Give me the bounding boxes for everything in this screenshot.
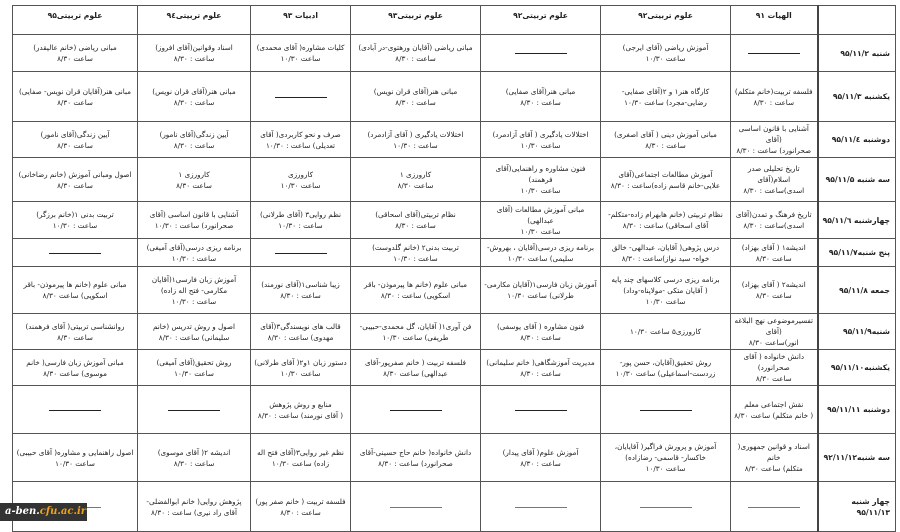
- course-detail: ساعت : ۸/۳۰: [280, 507, 321, 517]
- course-cell: [601, 267, 731, 314]
- course-detail: اسدی)ساعت : ۸/۳۰: [743, 221, 805, 230]
- course-detail: ساعت ۸/۳۰: [755, 253, 792, 263]
- course-title: مبانی علوم (خانم ها پیرموذن- باقر: [23, 280, 127, 289]
- course-title: روانشناسی تربیتی( آقای فرهمند): [25, 321, 125, 331]
- course-detail: زاده) ساعت ۱۰/۳۰: [271, 458, 330, 468]
- course-cell: [351, 35, 481, 72]
- course-cell: [351, 267, 481, 314]
- header-class-column: علوم تربیتی۹٤: [138, 6, 251, 35]
- course-cell: [481, 314, 601, 350]
- course-title: دانش خانواده ( آقای صحرانورد): [743, 352, 805, 372]
- course-title: منابع و روش پژوهش: [269, 399, 332, 409]
- course-title: کارورزی۵ ساعت ۱۰/۳۰: [629, 327, 701, 336]
- watermark-prefix: a-ben.: [5, 506, 40, 517]
- course-title: دستور زبان ۱و۲( آقای طرلانی): [254, 357, 347, 367]
- course-detail: ساعت ۱۰/۳۰: [280, 368, 321, 378]
- day-date-cell: دوشنبه ۹۵/۱۱/٤: [818, 122, 896, 158]
- course-title: برنامه ریزی درسی کلاسهای چند پایه: [611, 274, 720, 284]
- course-cell: [13, 35, 138, 72]
- course-title: اصول ومبانی آموزش (خانم رضاخانی): [18, 169, 132, 179]
- course-title: آیین زندگی(آقای نامور): [159, 129, 229, 139]
- course-title: کارورزی: [287, 169, 314, 179]
- day-date-cell: شنبه ۹۵/۱۱/۲: [818, 35, 896, 72]
- course-detail: ساعت ۱۰/۳۰: [645, 464, 686, 473]
- course-cell: [351, 314, 481, 350]
- course-title: مبانی ریاضی (آقایان ورهتوی-در آبادی): [358, 43, 473, 52]
- course-detail: ساعت : ۸/۳۰: [173, 97, 215, 107]
- course-cell: [351, 72, 481, 122]
- course-title: نقش اجتماعی معلم: [744, 399, 804, 409]
- schedule-row: [13, 482, 896, 532]
- course-detail: ساعت : ۸/۳۰: [520, 97, 561, 107]
- course-detail: مهدوی) ساعت : ۸/۳۰: [267, 332, 334, 342]
- schedule-row: [13, 434, 896, 482]
- course-title: اسناد و قوانین جمهوری( خانم: [737, 442, 810, 462]
- course-detail: ساعت : ۸/۳۰: [753, 97, 795, 107]
- header-class-column: علوم تربیتی۹۲: [601, 6, 731, 35]
- course-cell: [251, 267, 351, 314]
- day-date-cell: جمعه ۹۵/۱۱/۸: [818, 267, 896, 314]
- course-cell: [251, 158, 351, 202]
- course-detail: ساعت : ۸/۳۰: [280, 291, 321, 300]
- course-cell: [251, 482, 351, 532]
- course-detail: ساعت ۸/۳۰: [755, 374, 792, 383]
- course-title: فلسفه تربیت(خانم متکلم): [734, 86, 813, 96]
- course-detail: خواه- سید نواز)ساعت : ۸/۳۰: [621, 253, 710, 263]
- no-exam-dash: [168, 410, 220, 411]
- course-cell: [351, 434, 481, 482]
- course-detail: ساعت ۸/۳۰: [57, 54, 93, 63]
- course-detail: ( خانم متکلم) ساعت ۸/۳۰: [734, 410, 814, 420]
- header-class-column: علوم تربیتی۹۳: [351, 6, 481, 35]
- course-cell: [351, 122, 481, 158]
- course-cell: [251, 386, 351, 434]
- course-cell: [601, 350, 731, 386]
- course-detail: ساعت : ۱۰/۳۰: [278, 221, 323, 230]
- course-title: آموزش ریاضی (آقای ایرجی): [622, 43, 709, 52]
- course-detail: ( آقایان متکی -مولاپناه-وداد): [623, 285, 708, 295]
- course-title: اصول و روش تدریس (خانم: [153, 321, 235, 331]
- course-cell: [251, 314, 351, 350]
- course-title: قالب های نویسندگی۳(آقای: [260, 321, 341, 331]
- schedule-row: [13, 314, 896, 350]
- course-detail: ساعت ۱۰/۳۰: [645, 54, 686, 63]
- course-title: اسناد وقوانین(آقای افروز): [155, 43, 233, 52]
- schedule-row: [13, 386, 896, 434]
- course-title: تربیت بدنی ۱(خانم برزگر): [36, 210, 114, 219]
- course-title: آشنایی با قانون اساسی (آقای: [738, 124, 809, 144]
- course-cell: [13, 267, 138, 314]
- course-title: پژوهش روایی( خانم ابوالفضلی-: [146, 496, 242, 506]
- course-title: تفسیرموضوعی نهج البلاغه (آقای: [734, 316, 814, 336]
- course-detail: ساعت : ۸/۳۰: [173, 458, 215, 468]
- course-title: مبانی آموزش دینی ( آقای اصغری): [614, 129, 717, 139]
- day-date-cell: سه شنبه ۹۵/۱۱/۵: [818, 158, 896, 202]
- course-detail: ساعت : ۸/۳۰: [395, 97, 436, 107]
- no-exam-dash: [640, 507, 692, 508]
- course-cell: [251, 35, 351, 72]
- course-detail: طرلانی) ساعت ۱۰/۳۰: [507, 291, 574, 300]
- course-cell: [138, 35, 251, 72]
- course-detail: ساعت : ۸/۳۰: [645, 140, 686, 150]
- course-cell: [138, 202, 251, 239]
- course-detail: خاکسار- قاسمی- رضازاده): [625, 453, 706, 462]
- no-exam-dash: [275, 253, 327, 254]
- no-exam-dash: [515, 410, 567, 411]
- course-detail: طریفی) ساعت ۱۰/۳۰: [382, 332, 449, 342]
- course-detail: تعدیلی) ساعت : ۱۰/۳۰: [265, 140, 336, 150]
- course-detail: ساعت : ۱۰/۳۰: [393, 253, 438, 263]
- course-detail: ساعت : ۱۰/۳۰: [171, 253, 217, 263]
- no-exam-dash: [275, 97, 327, 98]
- course-title: اختلالات یادگیری ( آقای آزادمرد): [492, 129, 589, 139]
- course-detail: ساعت : ۸/۳۰: [520, 368, 561, 378]
- course-cell: [251, 350, 351, 386]
- course-title: آشنایی با قانون اساسی (آقای: [149, 210, 239, 219]
- course-title: تربیت بدنی۲ (خانم گلدوست): [372, 242, 459, 252]
- no-exam-dash: [748, 53, 800, 54]
- header-class-column: علوم تربیتی۹۵: [13, 6, 138, 35]
- course-detail: صحرانورد) ساعت : ۸/۳۰: [736, 146, 812, 155]
- course-cell: [601, 202, 731, 239]
- course-cell: [138, 239, 251, 267]
- course-title: مبانی علوم (خانم ها پیرموذن- باقر: [363, 280, 468, 289]
- no-exam-dash: [515, 507, 567, 508]
- course-title: تاریخ تحلیلی صدر اسلام(آقای: [747, 164, 800, 184]
- course-detail: ساعت ۱۰/۳۰: [520, 186, 561, 195]
- no-exam-dash: [748, 507, 800, 508]
- course-detail: ساعت ۱۰/۳۰: [645, 296, 686, 306]
- course-cell: [251, 434, 351, 482]
- site-watermark: [0, 503, 87, 521]
- course-title: دانش خانواده( خانم حاج حسینی-آقای: [359, 447, 472, 457]
- course-title: آموزش زبان فارسی۱(آقایان مکارمی-: [484, 280, 597, 289]
- course-cell: [138, 122, 251, 158]
- course-detail: ساعت ۸/۳۰: [755, 291, 792, 300]
- course-cell: [138, 72, 251, 122]
- course-cell: [731, 434, 818, 482]
- course-title: اندیشه ۲( آقای موسوی): [157, 447, 231, 457]
- header-row: [13, 6, 896, 35]
- course-cell: [13, 72, 138, 122]
- course-detail: ساعت : ۸/۳۰: [520, 458, 561, 468]
- course-detail: اسکویی) ساعت ۸/۳۰: [42, 291, 108, 300]
- course-cell: [731, 72, 818, 122]
- course-detail: سلیمی) ساعت ۱۰/۳۰: [507, 253, 574, 263]
- course-cell: [481, 72, 601, 122]
- course-cell: [601, 239, 731, 267]
- empty-slot-cell: [601, 386, 731, 434]
- course-cell: [481, 350, 601, 386]
- course-cell: [13, 314, 138, 350]
- course-detail: ساعت ۸/۳۰: [397, 180, 434, 190]
- no-exam-dash: [515, 53, 567, 54]
- course-detail: ساعت ۱۰/۳۰: [280, 54, 321, 63]
- course-cell: [731, 158, 818, 202]
- schedule-row: [13, 239, 896, 267]
- course-title: برنامه ریزی درسی(آقای آمیغی): [146, 242, 242, 252]
- course-title: روش تحقیق(آقای آمیغی): [156, 357, 232, 367]
- course-title: فلسفه تربیت ( خانم صفرپور-آقای: [364, 357, 466, 367]
- course-detail: سلیمانی) ساعت : ۸/۳۰: [158, 332, 230, 342]
- empty-slot-cell: [731, 482, 818, 532]
- course-title: اختلالات یادگیری ( آقای آزادمرد): [367, 129, 464, 139]
- day-date-cell: یکشنبه ۹۵/۱۱/۳: [818, 72, 896, 122]
- course-detail: ساعت ۸/۳۰: [57, 140, 93, 150]
- schedule-row: [13, 72, 896, 122]
- course-detail: اسدی)ساعت : ۸/۳۰: [743, 186, 805, 195]
- course-detail: موسوی) ساعت ۸/۳۰: [43, 368, 107, 378]
- course-cell: [351, 239, 481, 267]
- course-detail: آقای راد نیری) ساعت : ۸/۳۰: [151, 507, 237, 517]
- course-title: آموزش مطالعات اجتماعی(آقای: [618, 169, 713, 179]
- course-title: مدیریت آموزشگاهی( خانم سلیمانی): [486, 357, 595, 367]
- no-exam-dash: [390, 410, 442, 411]
- course-cell: [251, 122, 351, 158]
- course-detail: ساعت : ۸/۳۰: [173, 140, 215, 150]
- exam-schedule-table: [12, 5, 896, 532]
- course-title: اندیشه۱ ( آقای بهزاد): [741, 242, 806, 252]
- course-cell: [481, 202, 601, 239]
- course-title: مبانی ریاضی (خانم عالیقدر): [33, 43, 117, 52]
- course-title: نظم روایی۳ (آقای طرلانی): [260, 210, 341, 219]
- header-day-column: [818, 6, 896, 35]
- course-detail: مکارمی- فتح اله زاده): [160, 285, 228, 295]
- course-cell: [351, 202, 481, 239]
- course-detail: ساعت : ۸/۳۰: [173, 54, 215, 63]
- course-detail: انور)ساعت ۸/۳۰: [748, 338, 799, 347]
- course-detail: ساعت : ۸/۳۰: [395, 54, 436, 63]
- empty-slot-cell: [13, 239, 138, 267]
- day-date-cell: چهارشنبه ۹۵/۱۱/٦: [818, 202, 896, 239]
- day-date-cell: شنبه۹۵/۱۱/۹: [818, 314, 896, 350]
- empty-slot-cell: [601, 482, 731, 532]
- course-title: کارگاه هنر۱ و ۲(آقای صفایی-: [621, 86, 710, 96]
- empty-slot-cell: [481, 35, 601, 72]
- course-cell: [13, 158, 138, 202]
- course-cell: [481, 122, 601, 158]
- course-detail: ساعت : ۱۰/۳۰: [393, 140, 438, 150]
- course-title: درس پژوهی( آقایان، عبدالهی- خالق: [611, 242, 720, 252]
- course-cell: [731, 314, 818, 350]
- course-detail: صحرانورد) ساعت : ۱۰/۳۰: [154, 221, 234, 230]
- course-cell: [731, 386, 818, 434]
- header-class-column: علوم تربیتی۹۲: [481, 6, 601, 35]
- course-title: مبانی هنر(آقای قران نویس): [152, 86, 236, 96]
- course-title: فنون مشاوره ( آقای یوسفی): [496, 321, 585, 331]
- no-exam-dash: [390, 507, 442, 508]
- course-title: مبانی هنر(آقایان قران نویس- صفایی): [18, 86, 132, 96]
- course-cell: [731, 202, 818, 239]
- course-detail: ساعت ۱۰/۳۰: [174, 368, 214, 378]
- course-cell: [351, 350, 481, 386]
- schedule-row: [13, 122, 896, 158]
- course-detail: ساعت ۸/۳۰: [57, 180, 93, 190]
- empty-slot-cell: [351, 386, 481, 434]
- day-date-cell: دوشنبه ۹۵/۱۱/۱۱: [818, 386, 896, 434]
- course-cell: [138, 158, 251, 202]
- schedule-row: [13, 267, 896, 314]
- course-title: نظام تربیتی (خانم هابهرام زاده-متکلم-: [608, 210, 723, 219]
- schedule-row: [13, 158, 896, 202]
- course-cell: [13, 350, 138, 386]
- empty-slot-cell: [481, 482, 601, 532]
- course-detail: آقای اسحاقی) ساعت : ۸/۳۰: [622, 221, 709, 230]
- course-detail: ساعت ۱۰/۳۰: [520, 226, 561, 236]
- course-cell: [601, 122, 731, 158]
- course-cell: [731, 122, 818, 158]
- course-title: مبانی آموزش مطالعات (آقای عبدالهی): [496, 204, 585, 225]
- course-title: برنامه ریزی درسی(آقایان ، بهروش-: [486, 242, 595, 252]
- no-exam-dash: [49, 410, 101, 411]
- course-detail: ساعت ۱۰/۳۰: [520, 140, 561, 150]
- day-date-cell: پنج شنبه۹۵/۱۱/۷: [818, 239, 896, 267]
- course-cell: [351, 158, 481, 202]
- course-cell: [13, 202, 138, 239]
- course-title: آموزش زبان فارسی۱(آقایان: [151, 274, 237, 284]
- watermark-domain: cfu.ac.ir: [39, 506, 87, 517]
- no-exam-dash: [49, 253, 101, 254]
- course-detail: ساعت ۸/۳۰: [57, 97, 93, 107]
- course-cell: [731, 239, 818, 267]
- course-detail: اسکویی) ساعت : ۸/۳۰: [380, 291, 451, 300]
- course-detail: ساعت : ۸/۳۰: [520, 332, 561, 342]
- course-detail: ساعت ۱۰/۳۰: [280, 180, 321, 190]
- course-title: نظام تربیتی(آقای اسحاقی): [375, 210, 456, 219]
- course-cell: [138, 267, 251, 314]
- day-date-cell: سه شنبه۹۲/۱۱/۱۲: [818, 434, 896, 482]
- empty-slot-cell: [138, 386, 251, 434]
- schedule-row: [13, 202, 896, 239]
- course-detail: ساعت ۸/۳۰: [176, 180, 212, 190]
- course-title: کارورزی ۱: [178, 169, 210, 179]
- course-cell: [13, 122, 138, 158]
- schedule-row: [13, 35, 896, 72]
- header-class-column: الهیات ۹۱: [731, 6, 818, 35]
- no-exam-dash: [640, 410, 692, 411]
- course-cell: [13, 434, 138, 482]
- course-title: آموزش علوم( آقای پیدار): [502, 447, 579, 457]
- course-title: تاریخ فرهنگ و تمدن(آقای: [735, 210, 812, 219]
- schedule-row: [13, 350, 896, 386]
- empty-slot-cell: [351, 482, 481, 532]
- course-cell: [731, 350, 818, 386]
- course-cell: [601, 35, 731, 72]
- course-title: کارورزی ۱: [399, 169, 432, 179]
- course-cell: [601, 72, 731, 122]
- course-title: آیین زندگی(آقای نامور): [40, 129, 110, 139]
- course-title: صرف و نحو کاربردی( آقای: [260, 129, 341, 139]
- course-title: فنون مشاوره و راهنمایی(آقای فرهمند): [495, 164, 586, 184]
- header-class-column: ادبیات ۹۳: [251, 6, 351, 35]
- empty-slot-cell: [13, 386, 138, 434]
- course-detail: رضایی-مجرد) ساعت ۱۰/۳۰: [624, 97, 707, 107]
- course-cell: [601, 314, 731, 350]
- course-cell: [601, 434, 731, 482]
- course-cell: [481, 158, 601, 202]
- course-title: اصول راهنمایی و مشاوره( آقای حبیبی): [16, 447, 134, 457]
- empty-slot-cell: [731, 35, 818, 72]
- course-title: زیبا شناسی۱(آقای نورمند): [261, 280, 340, 289]
- course-title: فلسفه تربیت ( خانم صفر پور): [255, 496, 346, 506]
- course-title: کلیات مشاوره( آقای محمدی): [256, 43, 345, 52]
- course-detail: ساعت ۱۰/۳۰: [55, 458, 95, 468]
- empty-slot-cell: [251, 72, 351, 122]
- day-date-cell: یکشنبه۹۵/۱۱/۱۰: [818, 350, 896, 386]
- course-cell: [731, 267, 818, 314]
- course-cell: [601, 158, 731, 202]
- course-cell: [138, 314, 251, 350]
- course-title: نظم غیر روایی۳(آقای فتح اله: [257, 447, 344, 457]
- day-date-cell: چهار شنبه ۹۵/۱۱/۱۳: [818, 482, 896, 532]
- course-cell: [138, 434, 251, 482]
- course-cell: [481, 239, 601, 267]
- course-detail: ساعت : ۸/۳۰: [395, 221, 436, 230]
- course-cell: [481, 434, 601, 482]
- empty-slot-cell: [251, 239, 351, 267]
- empty-slot-cell: [481, 386, 601, 434]
- course-title: فن آوری۱( آقایان، گل محمدی-حبیبی-: [359, 321, 472, 331]
- course-detail: صحرانورد) ساعت : ۸/۳۰: [378, 458, 453, 468]
- course-detail: ساعت : ۱۰/۳۰: [171, 296, 217, 306]
- course-detail: زردست-اسماعیلی) ساعت ۱۰/۳۰: [615, 368, 716, 378]
- course-title: روش تحقیق(آقایان، حسن پور-: [619, 357, 712, 367]
- course-detail: متکلم) ساعت ۸/۳۰: [744, 464, 803, 473]
- course-detail: ( آقای نورمند) ساعت : ۸/۳۰: [257, 410, 344, 420]
- course-cell: [138, 350, 251, 386]
- course-detail: ساعت : ۱۰/۳۰: [52, 221, 98, 230]
- course-title: مبانی آموزش زبان فارسی( خانم: [26, 357, 124, 367]
- course-title: مبانی هنر(آقای قران نویس): [373, 86, 458, 96]
- course-detail: ساعت ۸/۳۰: [57, 332, 93, 342]
- course-cell: [481, 267, 601, 314]
- course-detail: عبدالهی) ساعت ۸/۳۰: [383, 368, 448, 378]
- course-detail: علایی-خانم قاسم زاده)ساعت : ۸/۳۰: [610, 180, 721, 190]
- course-cell: [251, 202, 351, 239]
- course-title: آموزش و پرورش فراگیر( آقایایان،: [614, 442, 717, 451]
- course-title: مبانی هنر(آقای صفایی): [505, 86, 576, 96]
- course-title: اندیشه۲ ( آقای بهزاد): [741, 280, 806, 289]
- course-cell: [138, 482, 251, 532]
